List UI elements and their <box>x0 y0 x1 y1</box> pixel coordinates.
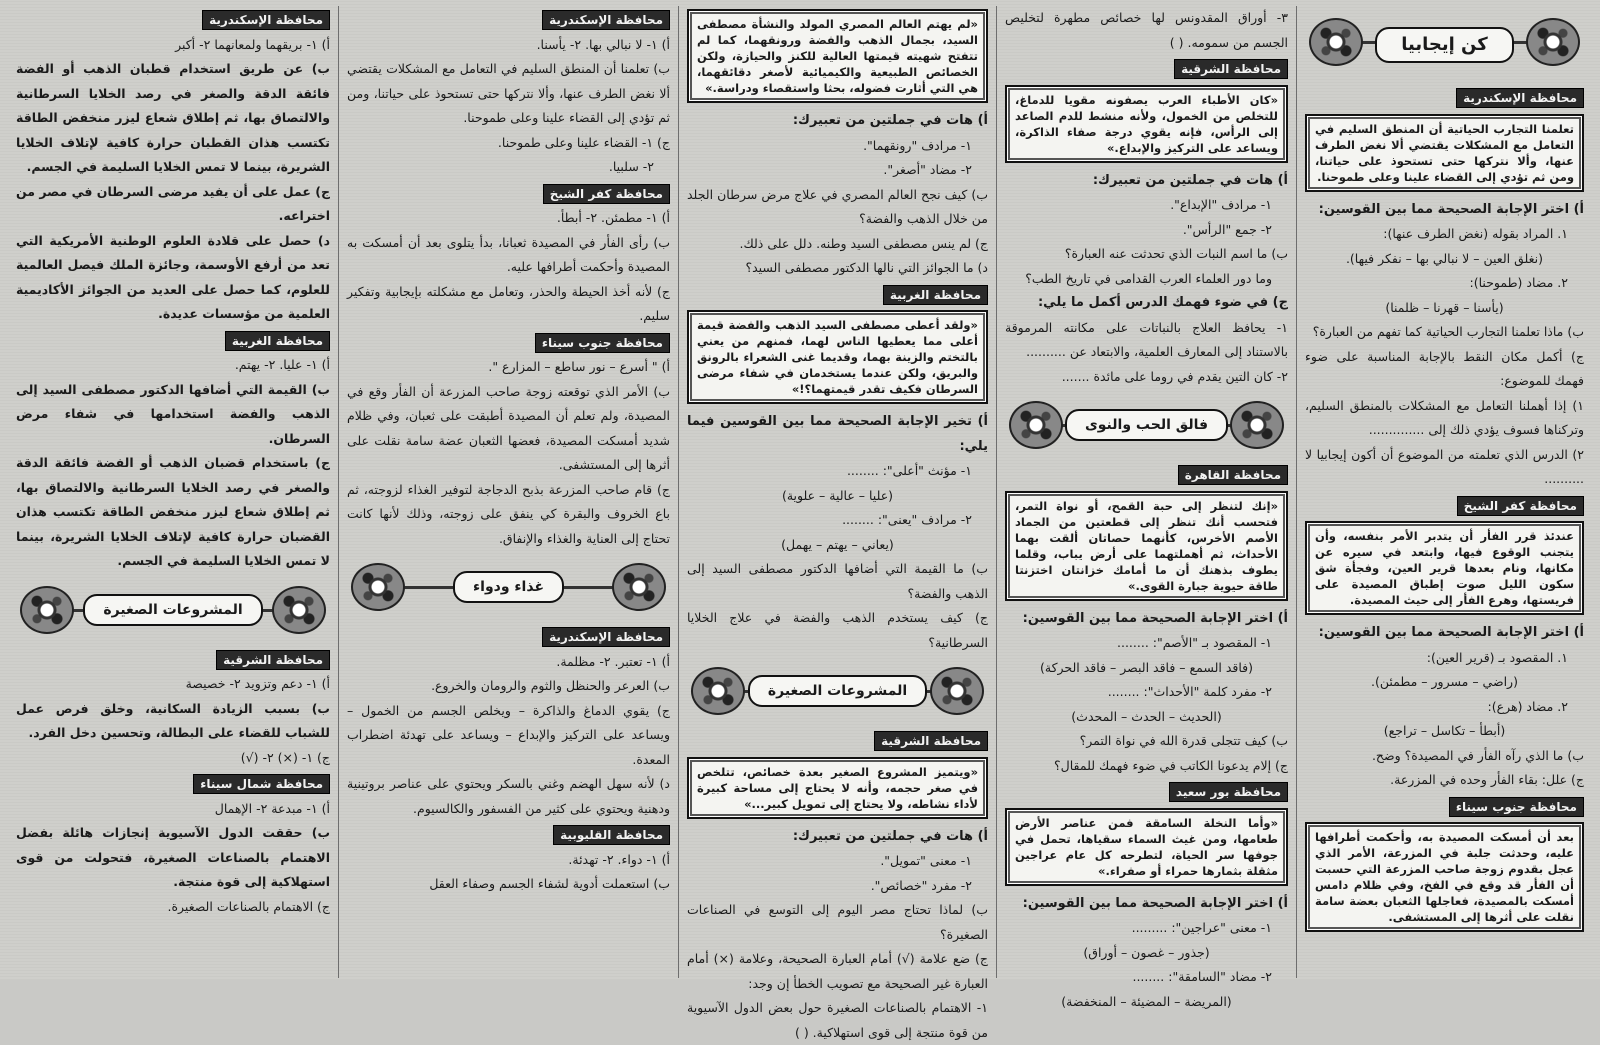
section-banner <box>20 580 326 640</box>
answer-line: ج) ١- (×) ٢- (√) <box>240 749 330 765</box>
answer-line: ب) القيمة التي أضافها الدكتور مصطفى السيد إلى الذهب والفضة استخدامها في شفاء مرض السرطان. <box>16 381 330 446</box>
choices: (عليا – عالية – علوية) <box>781 487 894 503</box>
answer-line: ج) عمل على أن يفيد مرضى السرطان في مصر من اختراعه. <box>16 183 330 223</box>
passage-box: «كان الأطباء العرب يصفونه مقويا للدماغ، للتخلص من الخمول، ولأنه منشط للدم الصاعد إلى الرأس، فإنه يقوي درجة صفاء الذاكرة، ويساعد على التركيز والإبداع.» <box>1005 85 1288 163</box>
governorate-label: محافظة جنوب سيناء <box>1449 797 1584 817</box>
question: أ) هات في جملتين من تعبيرك: <box>792 113 988 128</box>
question-line: ج) علل: بقاء الفأر وحده في المزرعة. <box>1390 772 1584 787</box>
answer-line: أ) ١- تعتبر. ٢- مظلمة. <box>556 653 670 669</box>
governorate-label: محافظة كفر الشيخ <box>543 184 670 204</box>
question-line: ب) ما الذي رآه الفأر في المصيدة؟ وضح. <box>1371 747 1584 763</box>
question-line: ب) ما اسم النبات الذي تحدثت عنه العبارة؟ <box>1064 246 1288 261</box>
question-line: وما دور العلماء العرب القدامى في تاريخ الطب؟ <box>1025 270 1272 286</box>
governorate-label: محافظة جنوب سيناء <box>535 333 670 353</box>
question-line: ٢. مضاد (طموحنا): <box>1469 275 1568 290</box>
answer-line: ب) استعملت أدوية لشفاء الجسم وصفاء العقل <box>429 876 670 891</box>
question: أ) هات في جملتين من تعبيرك: <box>792 828 988 844</box>
governorate-label: محافظة الشرقية <box>1174 59 1288 79</box>
ornament-flourish-icon <box>1526 18 1580 66</box>
question-line: ١- معنى "تمويل". <box>880 853 972 868</box>
question-line: ج) لم ينس مصطفى السيد وطنه. دلل على ذلك. <box>739 235 988 251</box>
question-line: ٢- مفرد كلمة "الأحداث": ........ <box>1107 684 1272 699</box>
ornament-flourish-icon <box>20 586 74 634</box>
answer-line: ج) ١- القضاء علينا وعلى طموحنا. <box>497 134 670 150</box>
question-line: ٢) الدرس الذي تعلمته من الموضوع أن أكون إيجابيا لا .......... <box>1305 446 1584 486</box>
answer-line: ب) حققت الدول الآسيوية إنجازات هائلة بفضل الاهتمام بالصناعات الصغيرة، فتحولت من قوى استهلاكية إلى قوة منتجة. <box>16 825 330 889</box>
answer-line: ج) باستخدام قضبان الذهب أو الفضة فائقة الدقة والصغر في رصد الخلايا السرطانية والالتصاق بها، ثم إطلاق شعاع ليزر منخفض الطاقة تكتسب هذان القضبان حرارة كافية لإتلاف الخلايا الشريرة، بينما لا تمس الخلايا السليمة في الجسم. <box>16 455 330 568</box>
question-line: ب) ما القيمة التي أضافها الدكتور مصطفى السيد إلى الذهب والفضة؟ <box>687 561 988 601</box>
question-line: ٢- جمع "الرأس". <box>1182 221 1272 237</box>
question: أ) تخير الإجابة الصحيحة مما بين القوسين فيما يلي: <box>687 414 988 454</box>
question-line: ج) أكمل مكان النقط بالإجابة المناسبة على ضوء فهمك للموضوع: <box>1305 348 1584 388</box>
choices: (الحديث – الحدث – المحدث) <box>1071 708 1222 724</box>
answer-line: أ) " أسرع – نور ساطع – المزارع ". <box>488 359 670 374</box>
answer-line: ٢- سلبيا. <box>608 159 654 174</box>
question: أ) اختر الإجابة الصحيحة مما بين القوسين: <box>1318 201 1584 217</box>
passage-box: «إنك لتنظر إلى حبة القمح، أو نواة التمر، فتحسب أنك تنظر إلى قطعتين من الجماد الأصم الأخرس، كأنهما حصاتان ألقت بهما الأحداث، ثم أهملتهما على أرض يباب، وقلما يطوف بذهنك أن ما أمامك خزانتان اختزنتا طاقة حيوية جبارة القوى.» <box>1005 491 1288 601</box>
choices: (جذور – غصون – أوراق) <box>1083 944 1210 960</box>
ornament-flourish-icon <box>1009 401 1063 449</box>
question-line: ١- مرادف "الإبداع". <box>1170 197 1272 212</box>
governorate-label: محافظة الشرقية <box>216 650 330 670</box>
passage-box: تعلمنا التجارب الحياتية أن المنطق السليم في التعامل مع المشكلات يقتضي ألا نغض الطرف عنها، وألا نتركها حتى تستحوذ على حياتنا، ومن ثم تؤدي إلى القضاء علينا وعلى طموحنا. <box>1305 114 1584 192</box>
section-banner <box>1309 12 1580 78</box>
question-line: ب) كيف نجح العالم المصري في علاج مرض سرطان الجلد من خلال الذهب والفضة؟ <box>687 186 988 226</box>
section-banner <box>351 557 666 617</box>
answer-line: أ) ١- عليا. ٢- يهتم. <box>234 357 330 372</box>
ornament-flourish-icon <box>351 563 405 611</box>
passage-box: «وأما النخلة السامقة فمن عناصر الأرض طعامها، ومن غيث السماء سقياها، تحمل في جوفها سر الحياة، لتطرحه كل عام عراجين مثقلة بثمارها حمراء أو صفراء.» <box>1005 808 1288 886</box>
question-line: ٢- مضاد "السامقة": ........ <box>1132 969 1272 984</box>
question-line: ١- المقصود بـ "الأصم": ........ <box>1117 635 1272 650</box>
ornament-flourish-icon <box>272 586 326 634</box>
answer-line: ب) العرعر والحنظل والثوم والرومان والخروع. <box>431 678 670 693</box>
answer-line: ج) يقوي الدماغ والذاكرة – ويخلص الجسم من الخمول – ويساعد على التركيز والإبداع – ويساعد على تهدئة اضطراب المعدة. <box>347 702 670 767</box>
governorate-label: محافظة كفر الشيخ <box>1457 496 1584 516</box>
question-line: د) ما الجوائز التي نالها الدكتور مصطفى السيد؟ <box>745 260 988 275</box>
governorate-label: محافظة الشرقية <box>874 731 988 751</box>
question-line: ج) إلام يدعونا الكاتب في ضوء فهمك للمقال؟ <box>1054 757 1288 773</box>
choices: (المريضة – المضيئة – المنخفضة) <box>1061 993 1232 1009</box>
governorate-label: محافظة الإسكندرية <box>202 10 330 30</box>
section-banner <box>691 661 984 721</box>
question: أ) اختر الإجابة الصحيحة مما بين القوسين: <box>1022 610 1288 626</box>
answer-line: أ) ١- دعم وتزويد ٢- خصيصة <box>185 676 330 691</box>
question-line: ٢- كان التين يقدم في روما على مائدة ....... <box>1061 368 1288 384</box>
column-exam-herbs <box>996 6 1296 1009</box>
answer-line: ب) رأى الفأر في المصيدة ثعبانا، بدأ يتلوى بعد أن أمسكت به المصيدة وأحكمت أطرافها عليه. <box>347 234 670 274</box>
question-line: ١. المقصود بـ (قرير العين): <box>1426 649 1568 665</box>
question-line: ب) لماذا تحتاج مصر اليوم إلى التوسع في الصناعات الصغيرة؟ <box>687 902 988 942</box>
question: أ) اختر الإجابة الصحيحة مما بين القوسين: <box>1022 895 1288 911</box>
passage-box: «لم يهتم العالم المصري المولد والنشأة مصطفى السيد، بجمال الذهب والفضة ورونقهما، كما لم تتفتح شهيته قيمتها العالية للكنز والحيازة، ولكن الخصائص الطبيعية والكيميائية لأصغر دقائقهما، هي التي أثارت فضوله، بحثا واستقصاء ودراسة.» <box>687 9 988 103</box>
column-answers-a <box>338 6 678 978</box>
governorate-label: محافظة الإسكندرية <box>542 10 670 30</box>
passage-box: عندئذ قرر الفأر أن يتدبر الأمر بنفسه، وأن يتجنب الوقوع فيها، وابتعد في سيره عن مكانها، ونام بعدها قرير العين، وفجأة شق سكون الليل صوت إطباق المصيدة على فريستها، وهرع الفأر إلى حيث المصيدة. <box>1305 521 1584 615</box>
question-line: ٢. مضاد (هرع): <box>1487 698 1568 714</box>
question-line: ١- يحافظ العلاج بالنباتات على مكانته المرموقة بالاستناد إلى المعارف العلمية، والابتعاد عن .......... <box>1005 319 1288 359</box>
ornament-flourish-icon <box>1230 401 1284 449</box>
choices: (فاقد السمع – فاقد البصر – فاقد الحركة) <box>1039 659 1254 675</box>
governorate-label: محافظة شمال سيناء <box>193 774 330 794</box>
banner-title: فالق الحب والنوى <box>1065 409 1228 441</box>
ornament-flourish-icon <box>691 667 745 715</box>
banner-title: المشروعات الصغيرة <box>83 594 262 626</box>
question-line: ٣- أوراق المقدونس لها خصائص مطهرة لتخليص الجسم من سمومه. ( ) <box>1005 10 1288 50</box>
passage-box: بعد أن أمسكت المصيدة به، وأحكمت أطرافها عليه، وحدثت جلبة في المزرعة، الأمر الذي عجل بقدوم زوجة صاحب المزرعة التي حسبت أن الفأر قد وقع في الفخ، وفي ظلام دامس أمسكت بالمصيدة، فعاجلها الثعبان بعضة سامة نقلت على أثرها إلى المستشفى. <box>1305 822 1584 932</box>
governorate-label: محافظة الإسكندرية <box>1456 88 1584 108</box>
answer-line: ج) قام صاحب المزرعة بذبح الدجاجة لتوفير الغذاء لزوجته، ثم باع الخروف والبقرة كي ينفق على زوجته، وذلك لأنها كانت تحتاج إلى العناية والغذاء والإنفاق. <box>347 481 670 546</box>
answer-line: ب) تعلمنا أن المنطق السليم في التعامل مع المشكلات يقتضي ألا نغض الطرف عنها، وألا نتركها حتى تستحوذ على حياتنا، ومن ثم تؤدي إلى القضاء علينا وعلى طموحنا. <box>347 61 670 125</box>
choices: (نغلق العين – لا نبالي بها – نفكر فيها). <box>1345 250 1544 266</box>
column-exam-positive <box>1296 6 1592 978</box>
passage-box: «ويتميز المشروع الصغير بعدة خصائص، تتلخص في صغر حجمه، وأنه لا يحتاج إلى مساحة كبيرة لأداء نشاطه، ولا يحتاج إلى تمويل كبير...» <box>687 757 988 819</box>
governorate-label: محافظة القاهرة <box>1178 465 1288 485</box>
answer-line: د) حصل على قلادة العلوم الوطنية الأمريكية التي تعد من أرفع الأوسمة، وجائزة الملك فيصل العالمية للعلوم، كما حصل على العديد من الجوائز الأكاديمية العلمية من مؤسسات عديدة. <box>16 232 330 321</box>
question-line: ٢- مرادف "يعنى": ........ <box>842 512 972 527</box>
answer-line: أ) ١- دواء. ٢- تهدئة. <box>568 851 670 867</box>
question-line: ج) ضع علامة (√) أمام العبارة الصحيحة، وعلامة (×) أمام العبارة غير الصحيحة مع تصويب الخطأ إن وجد: <box>687 951 988 991</box>
governorate-label: محافظة الإسكندرية <box>542 627 670 647</box>
governorate-label: محافظة الغربية <box>883 285 988 305</box>
banner-title: كن إيجابيا <box>1375 27 1513 63</box>
answer-line: ج) لأنه أخذ الحيطة والحذر، وتعامل مع مشكلته بإيجابية وتفكير سليم. <box>347 283 670 323</box>
answer-line: د) لأنه سهل الهضم وغني بالسكر ويحتوي على عناصر بروتينية ودهنية ويحتوي على كثير من الفسفور والكالسيوم. <box>347 776 670 816</box>
section-banner <box>1009 395 1284 455</box>
governorate-label: محافظة الغربية <box>225 331 330 351</box>
banner-title: غذاء ودواء <box>453 571 564 603</box>
question: ج) في ضوء فهمك الدرس أكمل ما يلي: <box>1037 295 1288 310</box>
ornament-flourish-icon <box>1309 18 1363 66</box>
choices: (يأسنا – قهرنا – ظلمنا) <box>1385 299 1504 315</box>
column-exam-scientist <box>678 6 996 1040</box>
answer-line: أ) ١- لا نبالي بها. ٢- يأسنا. <box>536 36 670 52</box>
answer-line: أ) ١- بريقهما ولمعانهما ٢- أكبر <box>175 36 330 52</box>
answer-line: ب) عن طريق استخدام قطبان الذهب أو الفضة فائقة الدقة والصغر في رصد الخلايا السرطانية والالتصاق بها، ثم إطلاق شعاع ليزر منخفض الطاقة تكتسب هذان القطبان حرارة كافية لإتلاف الخلايا الشريرة، بينما لا تمس الخلايا السليمة في الجسم. <box>16 61 330 174</box>
question-line: ب) كيف تتجلى قدرة الله في نواة التمر؟ <box>1079 733 1288 748</box>
governorate-label: محافظة القليوبية <box>553 825 670 845</box>
question-line: ٢- مضاد "أصغر". <box>883 162 972 177</box>
ornament-flourish-icon <box>930 667 984 715</box>
answer-line: أ) ١- مبدعة ٢- الإهمال <box>214 800 330 816</box>
question-line: ١- معنى "عراجين": ......... <box>1131 920 1272 935</box>
question: أ) اختر الإجابة الصحيحة مما بين القوسين: <box>1318 625 1584 640</box>
question-line: ج) كيف يستخدم الذهب والفضة في علاج الخلايا السرطانية؟ <box>687 610 988 650</box>
choices: (يعاني – يهتم – يهمل) <box>781 536 894 552</box>
ornament-flourish-icon <box>612 563 666 611</box>
column-answers-b <box>8 6 338 978</box>
question-line: ١. المراد بقوله (نغض الطرف عنها): <box>1383 226 1568 241</box>
question: أ) هات في جملتين من تعبيرك: <box>1092 172 1288 188</box>
answer-line: ج) الاهتمام بالصناعات الصغيرة. <box>167 898 330 914</box>
choices: (راضي – مسرور – مطمئن). <box>1371 674 1518 689</box>
question-line: ١) إذا أهملنا التعامل مع المشكلات بالمنطق السليم، وتركناها فسوف يؤدي ذلك إلى .............. <box>1305 397 1584 437</box>
question-line: ١- مرادف "رونقهما". <box>863 137 972 153</box>
passage-box: «ولقد أعطى مصطفى السيد الذهب والفضة قيمة أعلى مما يعطيها الناس لهما، فمنهم من يعني بالتختم والزينة بهما، وقديما غنى الشعراء بالرونق والبريق، ولكن عندما يستخدمان في شفاء مرضى السرطان فكيف تقدر قيمتهما؟!» <box>687 310 988 404</box>
question-line: ٢- مفرد "خصائص". <box>870 877 972 893</box>
question-line: ١- مؤنث "أعلى": ........ <box>846 463 972 478</box>
choices: (أبطأ – تكاسل – تراجع) <box>1383 723 1506 738</box>
governorate-label: محافظة بور سعيد <box>1169 782 1288 802</box>
question-line: ١- الاهتمام بالصناعات الصغيرة حول بعض الدول الآسيوية من قوة منتجة إلى قوى استهلاكية. ( ) <box>687 1000 988 1040</box>
banner-title: المشروعات الصغيرة <box>748 675 927 707</box>
answer-line: ب) الأمر الذي توقعته زوجة صاحب المزرعة أن الفأر وقع في المصيدة، ولم تعلم أن المصيدة أطبقت على ثعبان، وفي ظلام شديد أمسكت المصيدة، فعضها الثعبان عضة سامة نقلت على أثرها إلى المستشفى. <box>347 383 670 472</box>
answer-line: ب) بسبب الزيادة السكانية، وخلق فرص عمل للشباب للقضاء على البطالة، وتحسين دخل الفرد. <box>16 700 330 740</box>
question-line: ب) ماذا تعلمنا التجارب الحياتية كما تفهم من العبارة؟ <box>1312 324 1584 339</box>
answer-line: أ) ١- مطمئن. ٢- أبطأ. <box>556 210 670 225</box>
